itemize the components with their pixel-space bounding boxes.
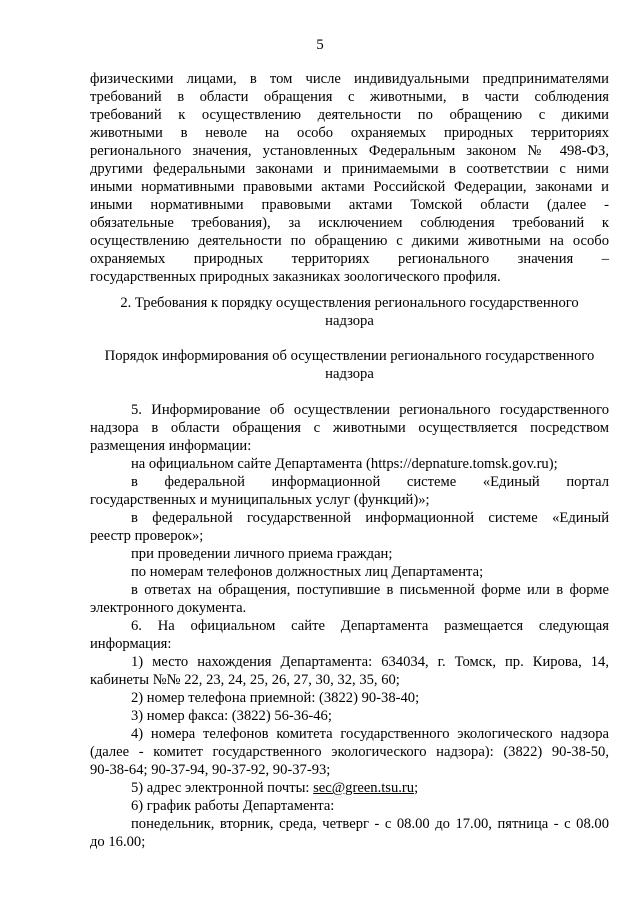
text-line: электронного документа. (90, 600, 247, 616)
text-line: в ответах на обращения, поступившие в письменной форме или в форме (131, 582, 609, 598)
text-line: информация: (90, 636, 172, 652)
text-line: до 16.00; (90, 834, 146, 850)
text-line: (далее - комитет государственного экологического надзора): (3822) 90-38-50, (90, 744, 609, 760)
text-line: требований в области обращения с животными, в части соблюдения (90, 89, 609, 105)
subsection-heading: Порядок информирования об осуществлении регионального государственного (104, 348, 595, 364)
text-line: физическими лицами, в том числе индивидуальными предпринимателями (90, 71, 609, 87)
text-line: иными нормативными правовыми актами Томской области (далее - (90, 197, 609, 213)
page-number: 5 (316, 37, 324, 53)
text-line: понедельник, вторник, среда, четверг - с 08.00 до 17.00, пятница - с 08.00 (131, 816, 609, 832)
text-line: размещения информации: (90, 438, 252, 454)
text-line: животными в неволе на особо охраняемых природных территориях (90, 125, 609, 141)
text-line: при проведении личного приема граждан; (131, 546, 393, 562)
text-line: в федеральной государственной информационной системе «Единый (131, 510, 609, 526)
text-line: регионального значения, установленных Федеральным законом № 498-ФЗ, (90, 143, 609, 159)
text-line: другими федеральными законами и принимаемыми в соответствии с ними (90, 161, 609, 177)
text-line: по номерам телефонов должностных лиц Департамента; (131, 564, 484, 580)
punctuation: ; (414, 780, 419, 796)
text-line: в федеральной информационной системе «Единый портал (131, 474, 609, 490)
text-line: 90-38-64; 90-37-94, 90-37-92, 90-37-93; (90, 762, 331, 778)
text-line: требований к осуществлению деятельности по обращению с дикими (90, 107, 609, 123)
text-line: государственных природных заказниках зоологического профиля. (90, 269, 501, 285)
text-line: на официальном сайте Департамента (https://depnature.tomsk.gov.ru); (131, 456, 558, 472)
text-line: государственных и муниципальных услуг (функций)»; (90, 492, 430, 508)
text-line: 2) номер телефона приемной: (3822) 90-38-40; (131, 690, 420, 706)
subsection-heading: надзора (325, 366, 374, 382)
text-line (131, 779, 609, 797)
email-link[interactable]: sec@green.tsu.ru (313, 780, 415, 796)
text-line: 1) место нахождения Департамента: 634034, г. Томск, пр. Кирова, 14, (131, 654, 609, 670)
section-heading: надзора (325, 313, 374, 329)
text-line: реестр проверок»; (90, 528, 204, 544)
text-line: надзора в области обращения с животными осуществляется посредством (90, 420, 609, 436)
text-line: осуществлению деятельности по обращению с дикими животными на особо (90, 233, 609, 249)
email-label: 5) адрес электронной почты: (131, 780, 314, 796)
section-heading: 2. Требования к порядку осуществления регионального государственного (120, 295, 579, 311)
text-line: 3) номер факса: (3822) 56-36-46; (131, 708, 332, 724)
text-line: 4) номера телефонов комитета государственного экологического надзора (131, 726, 609, 742)
text-line: кабинеты №№ 22, 23, 24, 25, 26, 27, 30, 32, 35, 60; (90, 672, 400, 688)
text-line: 5. Информирование об осуществлении регионального государственного (131, 402, 609, 418)
text-line: 6) график работы Департамента: (131, 798, 335, 814)
text-line: обязательные требования), за исключением соблюдения требований к (90, 215, 609, 231)
text-line: 6. На официальном сайте Департамента размещается следующая (131, 618, 609, 634)
text-line: иными нормативными правовыми актами Российской Федерации, законами и (90, 179, 609, 195)
text-line: охраняемых природных территориях регионального значения – (90, 251, 609, 267)
